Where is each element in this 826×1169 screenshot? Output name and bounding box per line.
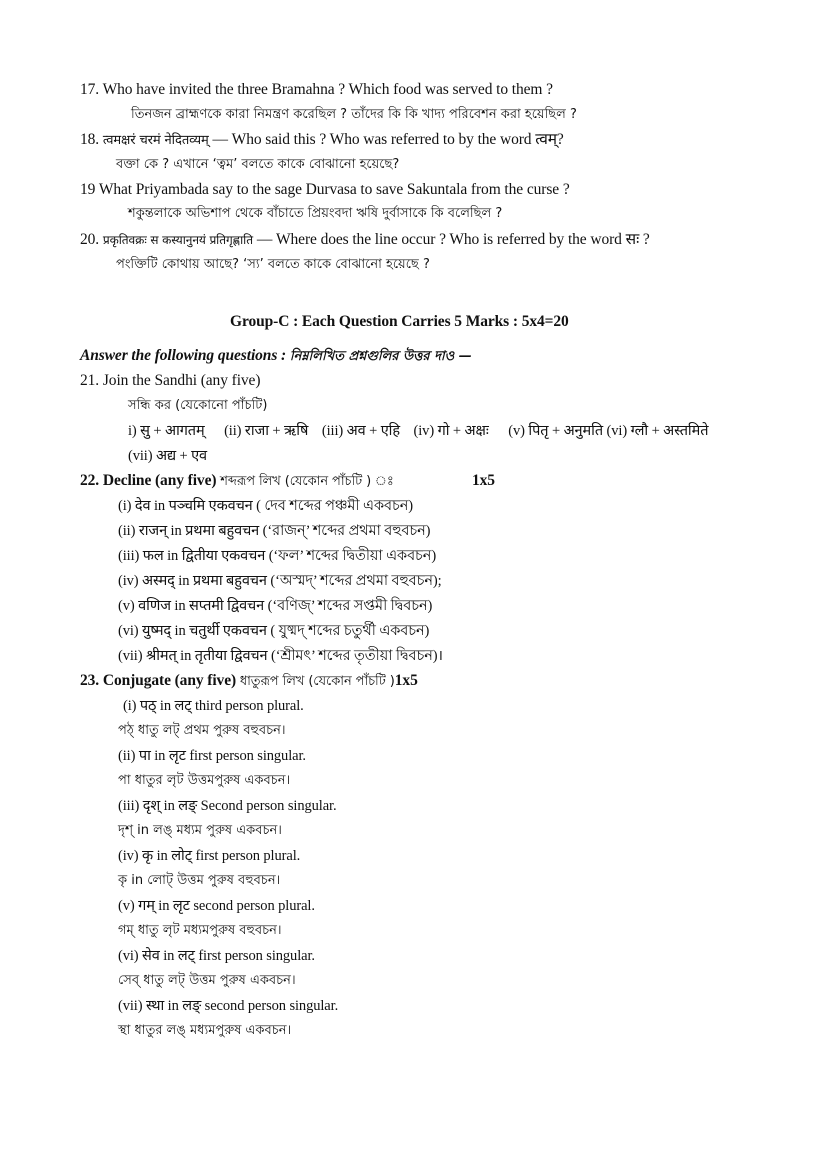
question-21-bengali: সন্ধি কর (যেকোনো পাঁচটি) [128, 398, 268, 413]
sandhi-item: (v) पितृ + अनुमति [508, 423, 603, 439]
conjugate-item-bn: গম্ ধাতু লৃট মধ্যমপুরুষ বহুবচন। [118, 923, 282, 938]
question-17-bengali: তিনজন ব্রাহ্মণকে কারা নিমন্ত্রণ করেছিল ? তাঁদের কি কি খাদ্য পরিবেশন করা হয়েছিল ? [131, 107, 577, 122]
question-19-bengali: শকুন্তলাকে অভিশাপ থেকে বাঁচাতে প্রিয়ংবদা ঋষি দুর্বাসাকে কি বলেছিল ? [128, 206, 503, 221]
question-text-en: — Who said this ? Who was referred to by the word त्वम्? [212, 131, 564, 148]
sanskrit-quote: प्रकृतिवक्रः स कस्यानुनयं प्रतिगृह्णाति [102, 233, 254, 247]
conjugate-item-bn: স্থা ধাতুর লঙ্ মধ্যমপুরুষ একবচন। [118, 1023, 292, 1038]
question-number: 20. [80, 231, 100, 248]
sandhi-items-row [128, 421, 708, 441]
conjugate-item-en: (vi) सेव in लट् first person singular. [118, 948, 315, 964]
question-number: 21. [80, 372, 100, 389]
sandhi-item: (vi) ग्लौ + अस्तमिते [606, 423, 709, 439]
question-19 [80, 180, 570, 200]
question-title-bn: শব্দরূপ লিখ (যেকোন পাঁচটি ) ঃ [220, 474, 394, 489]
question-number: 22. [80, 472, 100, 489]
question-17 [80, 80, 553, 100]
decline-item: (iii) फल in द्वितीया एकवचन (‘ফল’ শব্দের দ্বিতীয়া একবচন) [118, 548, 437, 564]
marks-label: 1x5 [472, 472, 495, 489]
instruction-en: Answer the following questions : [80, 347, 290, 364]
sandhi-item: (vii) अद्य + एव [128, 448, 208, 464]
decline-item: (i) देव in पञ्चमि एकवचन ( দেব শব্দের পঞ্চমী একবচন) [118, 498, 413, 514]
conjugate-item-en: (vii) स्था in लङ् second person singular. [118, 998, 339, 1014]
question-title-en: Conjugate (any five) [102, 672, 237, 689]
instruction-bn: নিম্নলিখিত প্রশ্নগুলির উত্তর দাও — [289, 349, 472, 364]
sandhi-item: (iii) अव + एहि [321, 423, 400, 439]
question-number: 18. [80, 131, 100, 148]
question-number: 23. [80, 672, 100, 689]
question-text-en: — Where does the line occur ? Who is referred by the word सः ? [256, 231, 650, 248]
question-number: 19 [80, 181, 96, 198]
group-c-instruction [80, 346, 472, 366]
question-18 [80, 130, 564, 150]
conjugate-item-en: (v) गम् in लृट second person plural. [118, 898, 315, 914]
question-21 [80, 371, 260, 391]
conjugate-item-bn: দৃশ্ in লঙ্ মধ্যম পুরুষ একবচন। [118, 823, 282, 838]
conjugate-item-en: (i) पठ् in लट् third person plural. [123, 698, 304, 714]
marks-label: 1x5 [394, 672, 418, 689]
decline-item: (v) वणिज in सप्तमी द्विवचन (‘বণিজ্’ শব্দের সপ্তমী দ্বিবচন) [118, 598, 433, 614]
group-c-heading: Group-C : Each Question Carries 5 Marks : 5x4=20 [230, 313, 569, 330]
question-title-en: Join the Sandhi (any five) [102, 372, 261, 389]
conjugate-item-bn: পা ধাতুর লৃট উত্তমপুরুষ একবচন। [118, 773, 291, 788]
decline-item: (vii) श्रीमत् in तृतीया द्विवचन (‘শ্রীমৎ’ শব্দের তৃতীয়া দ্বিবচন)। [118, 648, 443, 664]
decline-item: (ii) राजन् in प्रथमा बहुवचन (‘রাজন্’ শব্দের প্রথমা বহুবচন) [118, 523, 431, 539]
question-text-en: Who have invited the three Bramahna ? Which food was served to them ? [102, 81, 553, 98]
question-number: 17. [80, 81, 100, 98]
question-18-bengali: বক্তা কে ? এখানে ‘ত্বম’ বলতে কাকে বোঝানো হয়েছে? [116, 157, 400, 172]
question-23 [80, 671, 418, 691]
question-title-en: Decline (any five) [102, 472, 217, 489]
decline-item: (vi) युष्मद् in चतुर्थी एकवचन ( যুষ্মদ্ শব্দের চতুর্থী একবচন) [118, 623, 430, 639]
sandhi-item: (iv) गो + अक्षः [413, 423, 489, 439]
question-text-en: What Priyambada say to the sage Durvasa to save Sakuntala from the curse ? [98, 181, 570, 198]
conjugate-item-en: (iv) कृ in लोट् first person plural. [118, 848, 301, 864]
conjugate-item-en: (iii) दृश् in लङ् Second person singular. [118, 798, 337, 814]
conjugate-item-en: (ii) पा in लृट first person singular. [118, 748, 306, 764]
question-20-bengali: পংক্তিটি কোথায় আছে? ‘স্য’ বলতে কাকে বোঝানো হয়েছে ? [116, 257, 430, 272]
question-title-bn: ধাতুরূপ লিখ (যেকোন পাঁচটি ) [239, 674, 395, 689]
question-22 [80, 471, 394, 491]
conjugate-item-bn: পঠ্ ধাতু লট্ প্রথম পুরুষ বহুবচন। [118, 723, 286, 738]
sandhi-item: (ii) राजा + ऋषि [224, 423, 309, 439]
conjugate-item-bn: কৃ in লোট্ উত্তম পুরুষ বহুবচন। [118, 873, 281, 888]
decline-item: (iv) अस्मद् in प्रथमा बहुवचन (‘অস্মদ্’ শব্দের প্রথমা বহুবচন); [118, 573, 442, 589]
sanskrit-quote: त्वमक्षरं चरमं नेदितव्यम् [102, 133, 209, 148]
conjugate-item-bn: সেব্ ধাতু লট্ উত্তম পুরুষ একবচন। [118, 973, 296, 988]
sandhi-item: i) सु + आगतम् [128, 423, 205, 439]
question-20 [80, 230, 650, 250]
